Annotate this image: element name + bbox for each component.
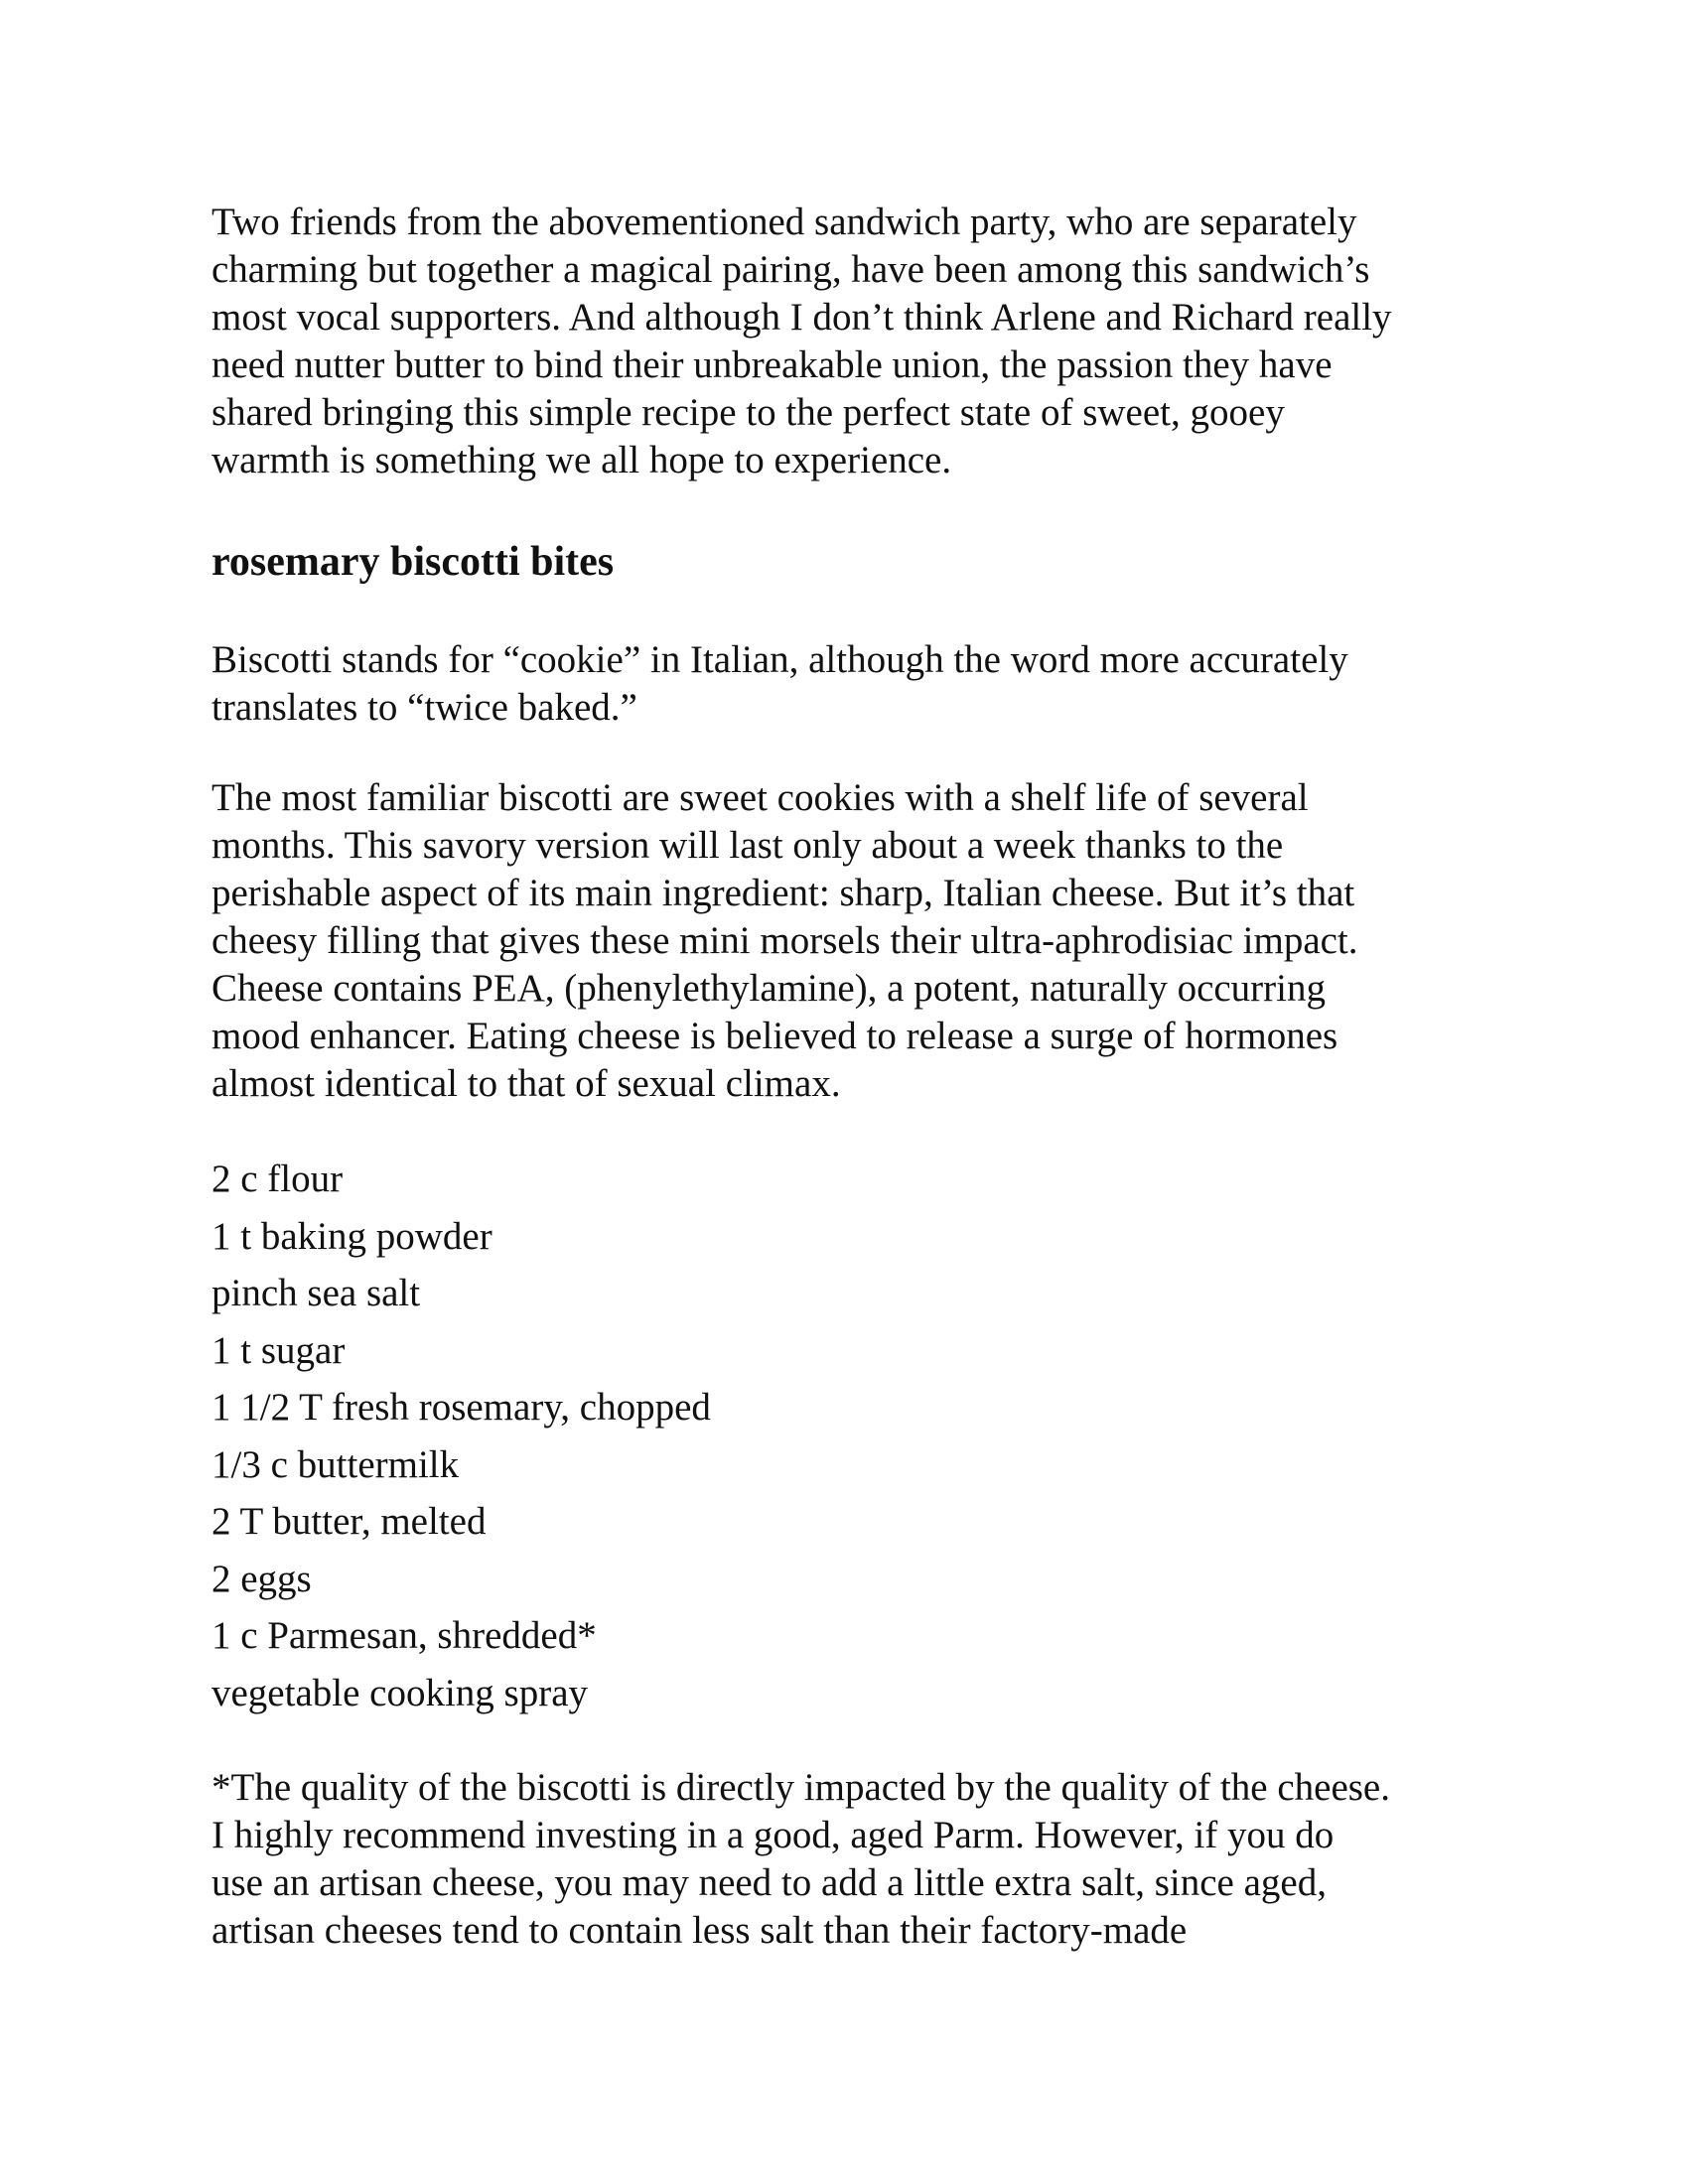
ingredient-item: 1 t baking powder [211,1214,492,1258]
intro-line: need nutter butter to bind their unbreakable union, the passion they have [211,343,1333,386]
document-page [211,199,1502,1955]
paragraph-line: Biscotti stands for “cookie” in Italian, although the word more accurately [211,638,1348,681]
paragraph-line: Cheese contains PEA, (phenylethylamine), a potent, naturally occurring [211,967,1326,1010]
paragraph-line: perishable aspect of its main ingredient: sharp, Italian cheese. But it’s that [211,872,1355,914]
cheese-description-paragraph [211,774,1502,1108]
paragraph-line: cheesy filling that gives these mini morsels their ultra-aphrodisiac impact. [211,919,1358,962]
intro-line: charming but together a magical pairing, have been among this sandwich’s [211,248,1370,291]
biscotti-definition-paragraph [211,636,1502,732]
footnote-line: artisan cheeses tend to contain less salt than their factory-made [211,1909,1188,1952]
footnote-line: *The quality of the biscotti is directly impacted by the quality of the cheese. [211,1766,1390,1809]
paragraph-line: months. This savory version will last only about a week thanks to the [211,824,1284,867]
intro-line: most vocal supporters. And although I don’t think Arlene and Richard really [211,296,1392,339]
ingredient-item: 2 T butter, melted [211,1500,487,1543]
intro-line: warmth is something we all hope to experience. [211,439,952,481]
ingredient-item: 1 c Parmesan, shredded* [211,1614,597,1657]
cheese-quality-footnote [211,1764,1502,1955]
paragraph-line: mood enhancer. Eating cheese is believed to release a surge of hormones [211,1015,1338,1057]
ingredient-item: 1 t sugar [211,1328,346,1372]
ingredient-item: vegetable cooking spray [211,1671,589,1714]
intro-paragraph [211,199,1502,484]
intro-line: Two friends from the abovementioned sandwich party, who are separately [211,201,1357,243]
intro-line: shared bringing this simple recipe to the perfect state of sweet, gooey [211,391,1285,434]
ingredient-item: pinch sea salt [211,1272,421,1314]
ingredient-list [211,1151,1502,1721]
footnote-line: use an artisan cheese, you may need to add a little extra salt, since aged, [211,1861,1327,1904]
ingredient-item: 2 c flour [211,1158,344,1200]
paragraph-line: almost identical to that of sexual climax. [211,1062,841,1105]
recipe-title: rosemary biscotti bites [211,539,615,585]
ingredient-item: 1 1/2 T fresh rosemary, chopped [211,1386,711,1429]
paragraph-line: translates to “twice baked.” [211,686,637,729]
paragraph-line: The most familiar biscotti are sweet cookies with a shelf life of several [211,776,1309,819]
ingredient-item: 2 eggs [211,1557,312,1600]
footnote-line: I highly recommend investing in a good, aged Parm. However, if you do [211,1814,1335,1856]
ingredient-item: 1/3 c buttermilk [211,1442,460,1486]
